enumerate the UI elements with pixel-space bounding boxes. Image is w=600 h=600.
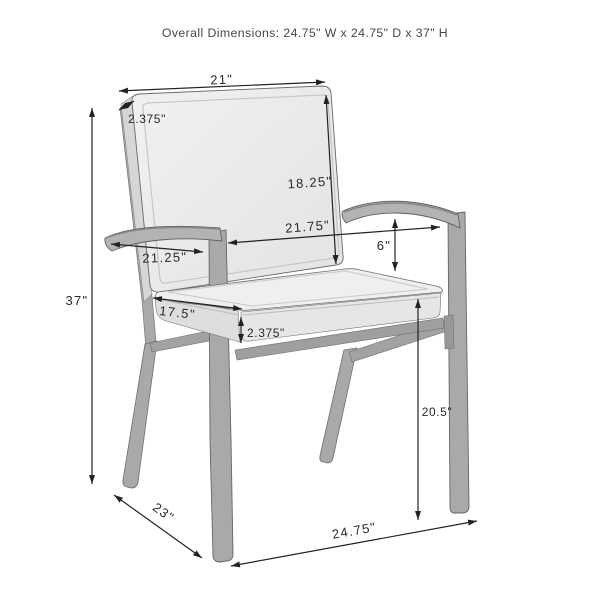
dim-back-thickness-label: 2.375"	[128, 112, 166, 126]
dim-seat-thickness-label: 2.375"	[247, 326, 285, 340]
dim-back-width-label: 21"	[209, 71, 234, 88]
right-leg-bracket	[444, 315, 454, 349]
front-right-leg	[448, 212, 469, 513]
dim-back-height-label: 18.25"	[287, 173, 333, 192]
dim-arm-height-label: 6"	[376, 238, 392, 253]
dim-overall-width-label: 24.75"	[330, 519, 378, 542]
dim-seat-width-label: 21.75"	[284, 217, 331, 236]
overall-dimensions-title: Overall Dimensions: 24.75" W x 24.75" D x 37" H	[161, 26, 449, 40]
dim-seat-height-label: 20.5"	[421, 405, 453, 419]
dim-seat-depth-label: 17.5"	[158, 303, 197, 323]
dim-arm-depth-label: 21.25"	[142, 249, 188, 266]
dim-overall-depth-label: 23"	[149, 499, 178, 526]
dim-overall-height-label: 37"	[65, 293, 89, 308]
